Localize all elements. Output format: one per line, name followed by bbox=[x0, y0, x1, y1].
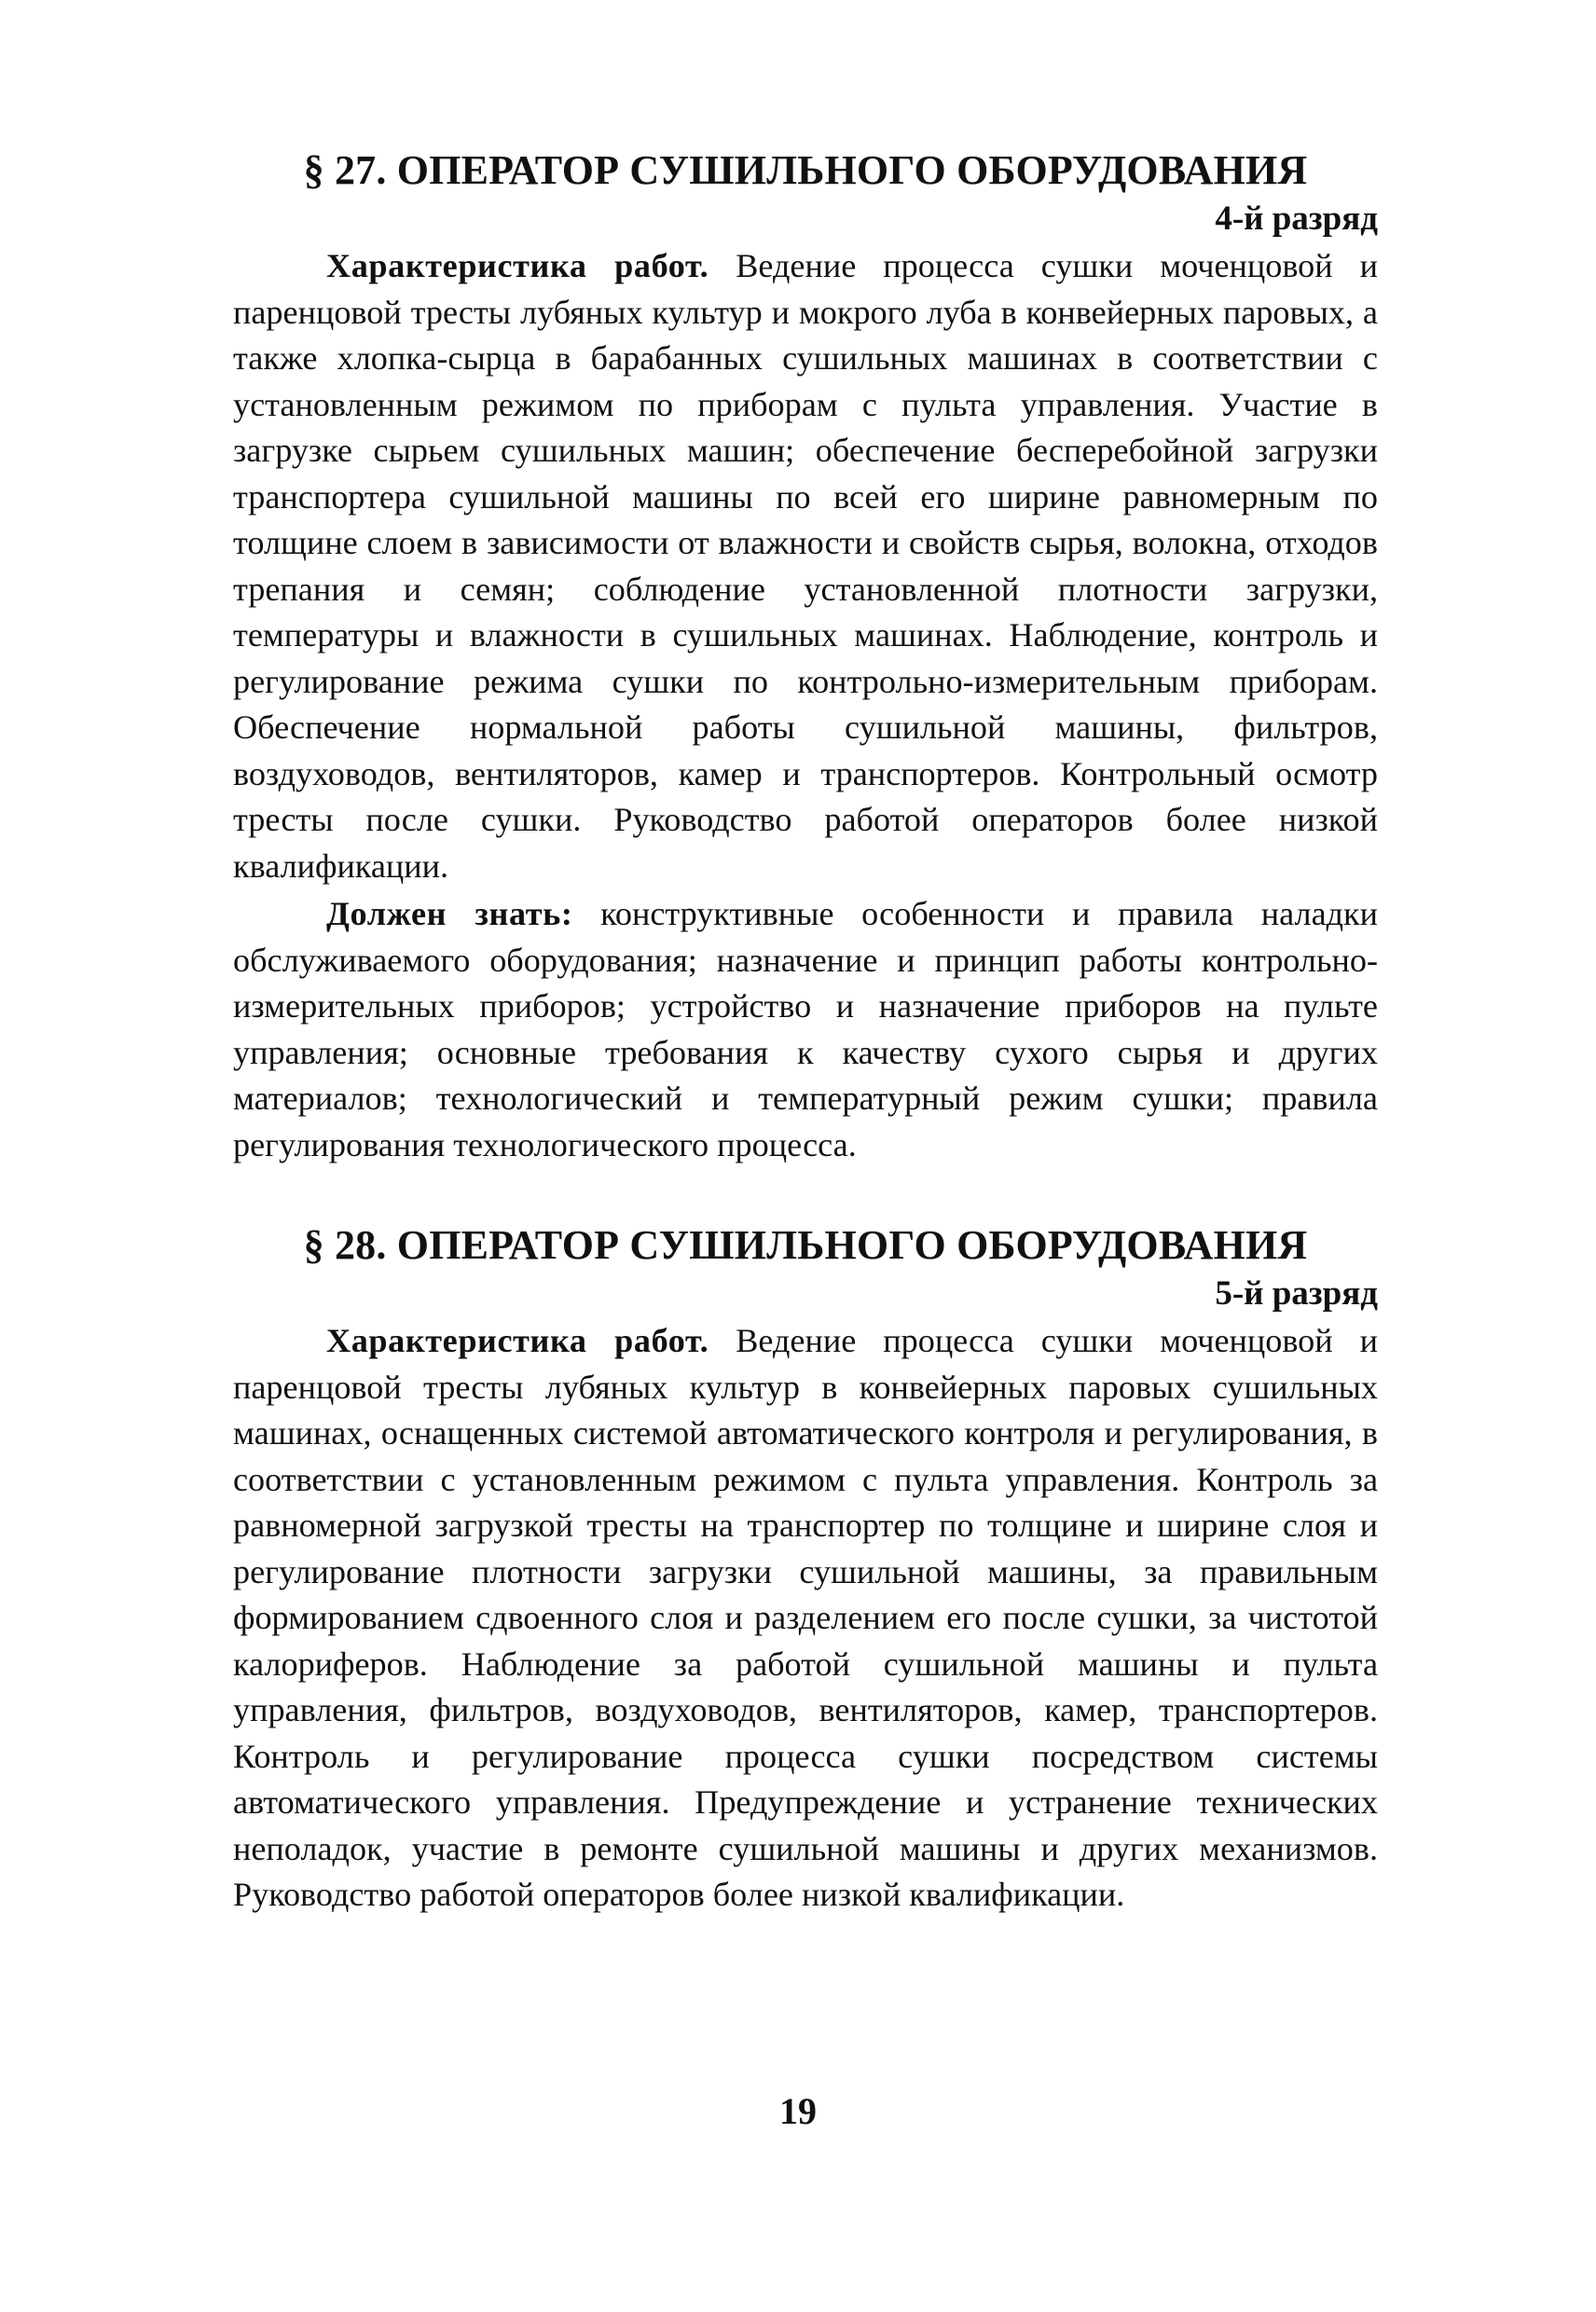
section-heading: § 27. ОПЕРАТОР СУШИЛЬНОГО ОБОРУДОВАНИЯ bbox=[303, 147, 1308, 193]
section-heading: § 28. ОПЕРАТОР СУШИЛЬНОГО ОБОРУДОВАНИЯ bbox=[303, 1222, 1308, 1268]
page-number: 19 bbox=[779, 2090, 817, 2132]
grade-label: 5-й разряд bbox=[1215, 1274, 1378, 1313]
work-characteristics-text: Ведение процесса сушки моченцовой и паренцовой тресты лубяных культур и мокрого луба в конвейерных паровых, а также хлопка-сырца в барабанных сушильных машинах в соответствии с установленным режимом по приборам с пульта управления. Участие в загрузке сырьем сушильных машин; обеспечение бесперебойной загрузки транспортера сушильной машины по всей его ширине равномерным по толщине слоем в зависимости от влажности и свойств сырья, волокна, отходов трепания и семян; соблюдение установленной плотности загрузки, температуры и влажности в сушильных машинах. Наблюдение, контроль и регулирование режима сушки по контрольно-измерительным приборам. Обеспечение нормальной работы сушильной машины, фильтров, воздуховодов, вентиляторов, камер и транспортеров. Контрольный осмотр тресты после сушки. Руководство работой операторов более низкой квалификации. bbox=[233, 247, 1378, 885]
work-characteristics-paragraph bbox=[233, 1318, 1378, 1919]
work-characteristics-label: Характеристика работ. bbox=[326, 247, 709, 284]
required-knowledge-paragraph bbox=[233, 891, 1378, 1168]
section-28 bbox=[233, 1219, 1378, 1919]
section-27 bbox=[233, 144, 1378, 1168]
work-characteristics-paragraph bbox=[233, 243, 1378, 889]
required-knowledge-label: Должен знать: bbox=[326, 895, 573, 932]
work-characteristics-label: Характеристика работ. bbox=[326, 1322, 709, 1359]
document-page bbox=[233, 144, 1378, 1919]
work-characteristics-text: Ведение процесса сушки моченцовой и паренцовой тресты лубяных культур в конвейерных паровых сушильных машинах, оснащенных системой автоматического контроля и регулирования, в соответствии с установленным режимом с пульта управления. Контроль за равномерной загрузкой тресты на транспортер по толщине и ширине слоя и регулирование плотности загрузки сушильной машины, за правильным формированием сдвоенного слоя и разделением его после сушки, за чистотой калориферов. Наблюдение за работой сушильной машины и пульта управления, фильтров, воздуховодов, вентиляторов, камер, транспортеров. Контроль и регулирование процесса сушки посредством системы автоматического управления. Предупреждение и устранение технических неполадок, участие в ремонте сушильной машины и других механизмов. Руководство работой операторов более низкой квалификации. bbox=[233, 1322, 1378, 1913]
grade-label: 4-й разряд bbox=[1215, 200, 1378, 238]
required-knowledge-text: конструктивные особенности и правила наладки обслуживаемого оборудования; назначение и принцип работы контрольно-измерительных приборов; устройство и назначение приборов на пульте управления; основные требования к качеству сухого сырья и других материалов; технологический и температурный режим сушки; правила регулирования технологического процесса. bbox=[233, 895, 1378, 1163]
